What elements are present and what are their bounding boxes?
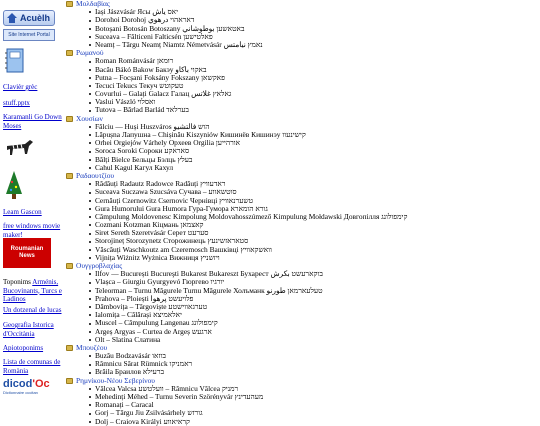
bullet-icon: [89, 200, 91, 202]
county-label: Văscăuți Waschkoutz am Czeremosch Вашківці וואשקאוויץ: [95, 244, 272, 254]
county-label: Orhei Orgiejów Várhely Oрхеев Orgilia אורהייען: [95, 138, 241, 148]
county-label: Prahova – Ploiești פלויעשט پرهوا: [95, 293, 194, 303]
link-karamanli[interactable]: Karamanli Go Down Moses: [3, 113, 62, 130]
folder-icon: [66, 263, 73, 269]
county-label: Cahul Kagul Кагул Кахул: [95, 162, 174, 172]
bullet-icon: [89, 85, 91, 87]
folder-icon: [66, 50, 73, 56]
county-label: Vijnița Wiżnitz Wyżnica Вижниця ויזשניץ: [95, 252, 220, 262]
county-label: Soroca Soroki Сороки סאראקע: [95, 146, 190, 156]
region-section: [66, 115, 540, 172]
bullet-icon: [89, 44, 91, 46]
bullet-icon: [89, 273, 91, 275]
county-label: Dolj – Craiova Királyi קראיאווע: [95, 416, 190, 426]
county-label: Olt – Slatina Слатина: [95, 334, 161, 344]
bullet-icon: [89, 241, 91, 243]
county-item: [66, 164, 540, 172]
county-label: Fălciu — Huși Huszváros הוש فالتشيو: [95, 121, 210, 131]
bullet-icon: [89, 290, 91, 292]
region-tree: [66, 0, 540, 426]
bullet-icon: [89, 257, 91, 259]
county-label: Covurlui – Galați Galacz Галац גאלאץ غلاتس: [95, 89, 232, 99]
bullet-icon: [89, 142, 91, 144]
bullet-icon: [89, 167, 91, 169]
bullet-icon: [89, 102, 91, 104]
bullet-icon: [89, 372, 91, 374]
county-label: Ialomița – Călărași יאלאמיצא: [95, 310, 182, 320]
region-title: Μπουζέου: [76, 342, 108, 352]
county-label: Vlașca – Giurgiu Gyurgyevó Гюргево יורגיו: [95, 277, 225, 287]
home-button[interactable]: [3, 10, 55, 26]
folder-icon: [66, 116, 73, 122]
link-clavier-grec[interactable]: Clavièr grèc: [3, 83, 38, 91]
county-label: Ilfov — București Bucureşti Bukarest Bukareszt Бухарест בוקארעשט بكرش: [95, 269, 323, 279]
dicod-logo-b: 'Oc: [32, 378, 50, 390]
county-label: Suceava – Fălticeni Falticsén פאלטישען: [95, 31, 213, 41]
bullet-icon: [89, 339, 91, 341]
folder-icon: [66, 378, 73, 384]
toponims-text: [3, 278, 63, 304]
bullet-icon: [89, 134, 91, 136]
portal-button[interactable]: Site Internet Portal: [3, 29, 55, 41]
bullet-icon: [89, 388, 91, 390]
christmas-tree-icon: [4, 170, 24, 200]
bullet-icon: [89, 183, 91, 185]
region-title: Ρημνίκου-Νέου Σεβερίνου: [76, 375, 155, 385]
region-title: Ραδαουτζίου: [76, 170, 115, 180]
link-lista-comunas[interactable]: Lista de comunas de Romània: [3, 358, 61, 375]
county-label: Bacău Bákó Bakow Бакэу באקוי باكاو: [95, 64, 207, 74]
county-item: [66, 336, 540, 344]
county-label: Dâmbovița – Târgoviște טערגאווישטע: [95, 301, 208, 311]
bullet-icon: [89, 208, 91, 210]
link-stuff-pptx[interactable]: stuff.pptx: [3, 99, 30, 107]
bullet-icon: [89, 28, 91, 30]
bullet-icon: [89, 151, 91, 153]
bullet-icon: [89, 404, 91, 406]
region-section: [66, 49, 540, 115]
county-label: Vâlcea Valcsa וועלטשע – Râmnicu Vâlcea רמניק: [95, 383, 239, 393]
county-label: Gura Humorului Gura Humora Гура-Гумора גורא הומארא: [95, 203, 268, 213]
county-label: Argeș Argyas – Curtea de Argeș ארגעש: [95, 326, 212, 336]
bullet-icon: [89, 69, 91, 71]
bullet-icon: [89, 93, 91, 95]
county-label: Râmnicu Sărat Rümnick ראמניקו: [95, 359, 193, 369]
bullet-icon: [89, 216, 91, 218]
folder-icon: [66, 345, 73, 351]
home-icon: [7, 13, 17, 23]
link-apiotoponims[interactable]: Apiotoponims: [3, 344, 44, 352]
bullet-icon: [89, 159, 91, 161]
county-label: Siret Sereth Szeretvásár Серет סערעט: [95, 228, 209, 238]
bullet-icon: [89, 396, 91, 398]
county-label: Cozmani Kotzman Кіцмань קאצמאן: [95, 220, 204, 230]
region-section: [66, 344, 540, 377]
bullet-icon: [89, 413, 91, 415]
bullet-icon: [89, 249, 91, 251]
region-section: [66, 0, 540, 49]
county-label: Tutova – Bârlad Barlád בערלאד: [95, 105, 189, 115]
county-label: Brăila Браилов ברעילא: [95, 367, 165, 377]
bullet-icon: [89, 355, 91, 357]
county-label: Dorohoi Dorohoj דאראהוי درهوي: [95, 15, 195, 25]
county-item: [66, 106, 540, 114]
ad-banner[interactable]: Roumanian News: [3, 238, 51, 268]
county-label: Neamț – Târgu Neamț Niamtz Németvásár נאמץ نيامتس: [95, 39, 263, 49]
notebook-icon: [4, 48, 26, 74]
bullet-icon: [89, 364, 91, 366]
county-label: Storojineț Storozynetz Сторожинець סטאראזשינעץ: [95, 236, 249, 246]
folder-icon: [66, 173, 73, 179]
county-label: Iași Jászvásár Ясы יאס ياش: [95, 7, 179, 17]
dicod-tagline: Dictionnaire occitan: [3, 390, 38, 395]
bullet-icon: [89, 421, 91, 423]
region-section: [66, 172, 540, 262]
link-dotzenal[interactable]: Un dotzenal de lucas: [3, 306, 62, 314]
dicod-logo-a: dicod: [3, 378, 33, 390]
county-label: Suceava Suczawa Szucsáva Сучава – סוטשאווע: [95, 187, 237, 197]
bullet-icon: [89, 224, 91, 226]
bullet-icon: [89, 314, 91, 316]
link-geografia[interactable]: Geografia Istorica d'Occitània: [3, 321, 54, 338]
county-label: Romanați – Caracal: [95, 400, 154, 410]
region-title: Ουγγροβλαχίας: [76, 261, 123, 270]
bullet-icon: [89, 110, 91, 112]
county-item: [66, 41, 540, 49]
home-label: Acuèlh: [20, 13, 51, 23]
county-item: [66, 254, 540, 262]
county-label: Mehedinți Méhed – Turnu Severin Szörényvár מעהעדינץ: [95, 392, 264, 401]
county-label: Tecuci Tekucs Текуч טעקוטש: [95, 80, 184, 90]
county-label: Bălți Bielce Бельцы Бэлць בעלץ: [95, 154, 193, 164]
region-title: Χουσίων: [76, 113, 103, 123]
bullet-icon: [89, 11, 91, 13]
link-toponims[interactable]: Arménis, Bucovinants, Turcs e Ladinos: [3, 278, 62, 303]
sidebar: [0, 0, 64, 405]
bullet-icon: [89, 36, 91, 38]
bullet-icon: [89, 306, 91, 308]
county-label: Lăpușna Лапушна – Chișinău Kiszyniów Кишинёв Кишинэу קישינעוו: [95, 130, 306, 139]
bullet-icon: [89, 126, 91, 128]
region-section: [66, 377, 540, 426]
folder-icon: [66, 1, 73, 7]
bullet-icon: [89, 61, 91, 63]
bullet-icon: [89, 192, 91, 194]
county-label: Muscel – Câmpulung Langenau קימפולונג: [95, 318, 218, 328]
region-title: Ρωμανού: [76, 48, 104, 58]
link-movie-maker[interactable]: free windows movie maker!: [3, 222, 61, 239]
county-label: Roman Románvásár רוּמאן: [95, 56, 174, 66]
county-label: Buzău Bodzavásár בוזאו: [95, 351, 166, 361]
county-label: Cernăuți Czernowitz Csernovic Чернівці טשערנאוויץ: [95, 195, 254, 205]
bullet-icon: [89, 331, 91, 333]
region-section: [66, 262, 540, 344]
bullet-icon: [89, 323, 91, 325]
county-label: Botoșani Botosán Botoszany באטאשען بوطوشاني: [95, 23, 245, 33]
county-item: [66, 418, 540, 426]
bullet-icon: [89, 233, 91, 235]
bullet-icon: [89, 298, 91, 300]
county-label: Teleorman – Turnu Măgurele Turnu Măgurele Холъманк טעלעארמאן طورنو: [95, 285, 323, 295]
dicod-logo[interactable]: [3, 378, 50, 395]
region-title: Μολδαβίας: [76, 0, 110, 8]
county-label: Gorj – Târgu Jiu Zsilvásárhely גורזש: [95, 408, 203, 418]
county-label: Rădăuți Radautz Radowce Radăuți ראדעוויץ: [95, 179, 226, 189]
link-leam-gascon[interactable]: Leam Gascon: [3, 208, 42, 216]
county-label: Câmpulung Moldovenesc Kimpolung Moldovahosszúmező Kimpulung Mołdawski Довгопілля קימפולונג: [95, 211, 408, 221]
county-label: Putna – Focșani Foksány Fokszany פאקשאן: [95, 72, 225, 82]
bullet-icon: [89, 282, 91, 284]
zebra-icon: [3, 136, 35, 158]
bullet-icon: [89, 20, 91, 22]
county-label: Vaslui Vászló ואסלוי: [95, 97, 156, 107]
bullet-icon: [89, 77, 91, 79]
toponims-prefix: Toponims: [3, 278, 33, 286]
